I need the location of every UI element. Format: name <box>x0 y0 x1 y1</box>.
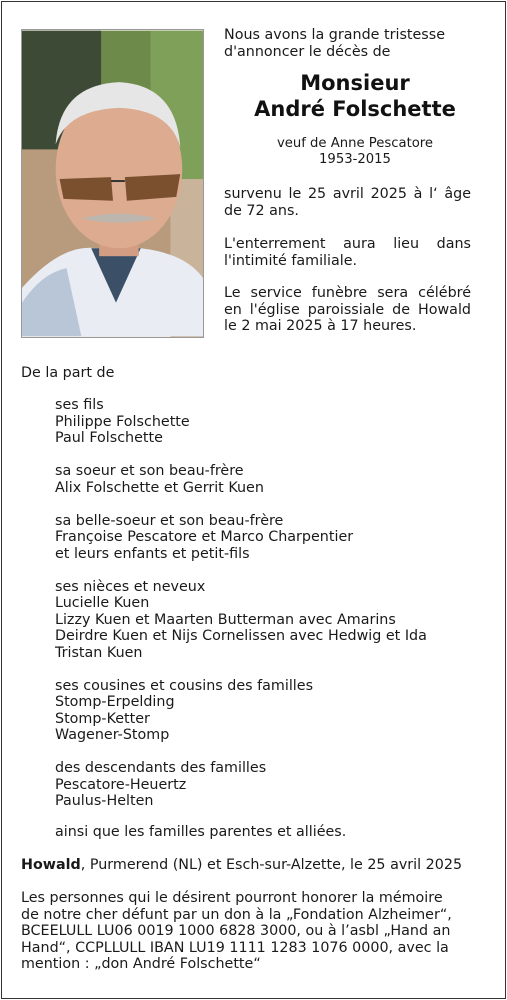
intro-line: Nous avons la grande tristesse <box>224 27 445 43</box>
donation-line: Hand“, CCPLLULL IBAN LU19 1111 1283 1076 0000, avec la <box>21 939 449 956</box>
intro-line: d'annoncer le décès de <box>224 43 391 60</box>
family-group-nieces-nephews <box>55 579 495 662</box>
place-rest: , Purmerend (NL) et Esch-sur-Alzette, le 25 avril 2025 <box>80 857 463 873</box>
family-line: Stomp-Erpelding <box>55 694 175 710</box>
family-line: ses cousines et cousins des familles <box>55 677 314 694</box>
family-line: Françoise Pescatore et Marco Charpentier <box>55 529 354 545</box>
donation-line: Les personnes qui le désirent pourront honorer la mémoire <box>21 890 443 906</box>
intro-text <box>224 27 472 60</box>
death-date-paragraph: survenu le 25 avril 2025 à l‘ âge de 72 ans. <box>224 186 471 219</box>
service-paragraph: Le service funèbre sera célébré en l'église paroissiale de Howald le 2 mai 2025 à 17 heures. <box>224 285 471 334</box>
from-label: De la part de <box>21 365 115 381</box>
closing-line: ainsi que les familles parentes et alliées. <box>55 824 347 840</box>
family-group-sister <box>55 463 495 496</box>
family-line: ses nièces et neveux <box>55 578 206 595</box>
donation-line: de notre cher défunt par un don à la „Fondation Alzheimer“, <box>21 906 452 923</box>
family-group-cousins <box>55 678 495 744</box>
donation-line: mention : „don André Folschette“ <box>21 956 261 972</box>
title-line: Monsieur <box>300 71 410 95</box>
place-date-line <box>21 857 462 874</box>
family-line: Alix Folschette et Gerrit Kuen <box>55 479 264 496</box>
family-line: Wagener-Stomp <box>55 727 170 743</box>
title-line: André Folschette <box>254 97 456 121</box>
family-line: Stomp-Ketter <box>55 710 150 727</box>
family-group-sons <box>55 397 495 447</box>
family-line: ses fils <box>55 397 104 413</box>
family-line: des descendants des familles <box>55 760 267 776</box>
family-line: Philippe Folschette <box>55 413 190 430</box>
family-line: Pescatore-Heuertz <box>55 776 187 793</box>
family-group-descendants <box>55 760 495 810</box>
family-group-sister-in-law <box>55 513 495 563</box>
donation-note <box>21 890 471 973</box>
family-line: Paul Folschette <box>55 430 163 446</box>
family-line: sa belle-soeur et son beau-frère <box>55 512 284 529</box>
family-line: Lizzy Kuen et Maarten Butterman avec Amarins <box>55 611 396 628</box>
burial-paragraph: L'enterrement aura lieu dans l'intimité familiale. <box>224 236 471 269</box>
donation-line: BCEELULL LU06 0019 1000 6828 3000, ou à l’asbl „Hand an <box>21 923 451 939</box>
spouse-line: veuf de Anne Pescatore <box>276 136 434 151</box>
family-list <box>55 397 495 826</box>
family-line: sa soeur et son beau-frère <box>55 463 244 479</box>
family-line: Tristan Kuen <box>55 644 143 661</box>
place-name: Howald <box>21 857 81 873</box>
family-line: Lucielle Kuen <box>55 595 150 611</box>
portrait-photo <box>21 29 204 338</box>
spouse-info <box>224 136 486 167</box>
family-line: et leurs enfants et petit-fils <box>55 545 250 562</box>
family-line: Deirdre Kuen et Nijs Cornelissen avec Hedwig et Ida <box>55 628 427 644</box>
spouse-years: 1953-2015 <box>319 151 391 167</box>
family-line: Paulus-Helten <box>55 793 154 809</box>
deceased-name <box>224 70 486 122</box>
